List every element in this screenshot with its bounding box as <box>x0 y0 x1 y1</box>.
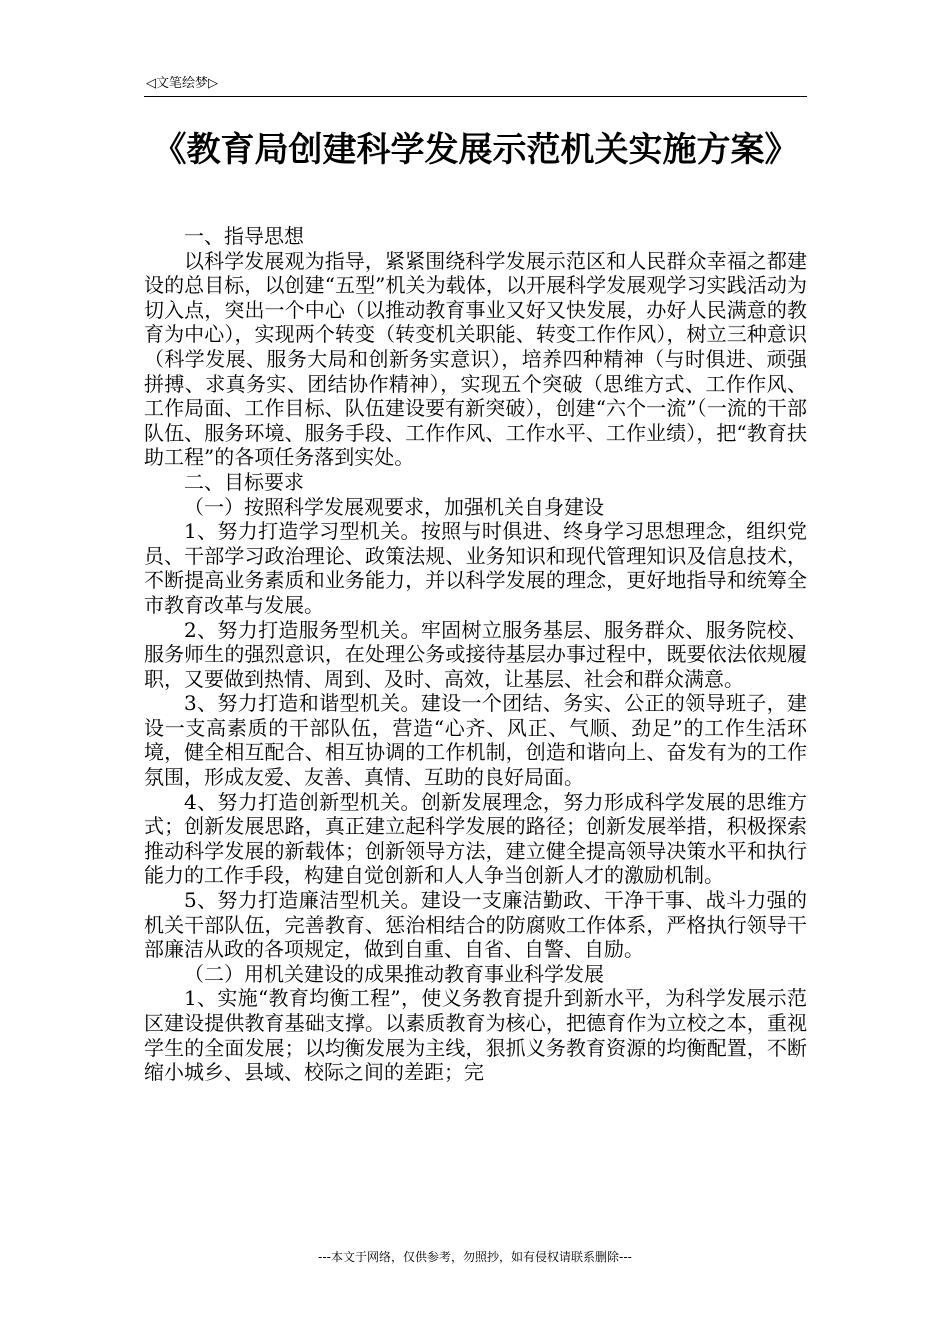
footer-disclaimer: ---本文于网络，仅供参考，勿照抄，如有侵权请联系删除--- <box>318 1250 632 1264</box>
subsection-heading: （二）用机关建设的成果推动教育事业科学发展 <box>184 961 604 986</box>
paragraph: 3、努力打造和谐型机关。建设一个团结、务实、公正的领导班子，建设一支高素质的干部队伍，营造“心齐、风正、气顺、劲足”的工作生活环境，健全相互配合、相互协调的工作机制，创造和谐向上、奋发有为的工作氛围，形成友爱、友善、真情、互助的良好局面。 <box>144 691 807 790</box>
paragraph: 以科学发展观为指导，紧紧围绕科学发展示范区和人民群众幸福之都建设的总目标，以创建“五型”机关为载体，以开展科学发展观学习实践活动为切入点，突出一个中心（以推动教育事业又好又快发展，办好人民满意的教育为中心），实现两个转变（转变机关职能、转变工作作风），树立三种意识（科学发展、服务大局和创新务实意识），培养四种精神（与时俱进、顽强拼搏、求真务实、团结协作精神），实现五个突破（思维方式、工作作风、工作局面、工作目标、队伍建设要有新突破），创建“六个一流”（一流的干部队伍、服务环境、服务手段、工作作风、工作水平、工作业绩），把“教育扶助工程”的各项任务落到实处。 <box>144 248 807 470</box>
document-title: 《教育局创建科学发展示范机关实施方案》 <box>152 130 799 170</box>
paragraph: 1、努力打造学习型机关。按照与时俱进、终身学习思想理念，组织党员、干部学习政治理论、政策法规、业务知识和现代管理知识及信息技术，不断提高业务素质和业务能力，并以科学发展的理念，更好地指导和统筹全市教育改革与发展。 <box>144 519 807 617</box>
paragraph: 1、实施“教育均衡工程”，使义务教育提升到新水平，为科学发展示范区建设提供教育基础支撑。以素质教育为核心，把德育作为立校之本，重视学生的全面发展；以均衡发展为主线，狠抓义务教育资源的均衡配置，不断缩小城乡、县域、校际之间的差距；完 <box>144 986 807 1085</box>
subsection-heading: （一）按照科学发展观要求，加强机关自身建设 <box>184 494 604 519</box>
paragraph: 5、努力打造廉洁型机关。建设一支廉洁勤政、干净干事、战斗力强的机关干部队伍，完善教育、惩治相结合的防腐败工作体系，严格执行领导干部廉洁从政的各项规定，做到自重、自省、自警、自励。 <box>144 888 807 962</box>
header-brand: ◁文笔绘梦▷ <box>146 76 218 91</box>
header-rule <box>144 96 807 97</box>
paragraph: 2、努力打造服务型机关。牢固树立服务基层、服务群众、服务院校、服务师生的强烈意识，在处理公务或接待基层办事过程中，既要依法依规履职，又要做到热情、周到、及时、高效，让基层、社会和群众满意。 <box>144 617 807 691</box>
section-heading: 二、目标要求 <box>184 469 304 494</box>
document-body <box>144 224 807 1085</box>
paragraph: 4、努力打造创新型机关。创新发展理念，努力形成科学发展的思维方式；创新发展思路，真正建立起科学发展的路径；创新发展举措，积极探索推动科学发展的新载体；创新领导方法，建立健全提高领导决策水平和执行能力的工作手段，构建自觉创新和人人争当创新人才的激励机制。 <box>144 789 807 888</box>
section-heading: 一、指导思想 <box>184 224 304 248</box>
